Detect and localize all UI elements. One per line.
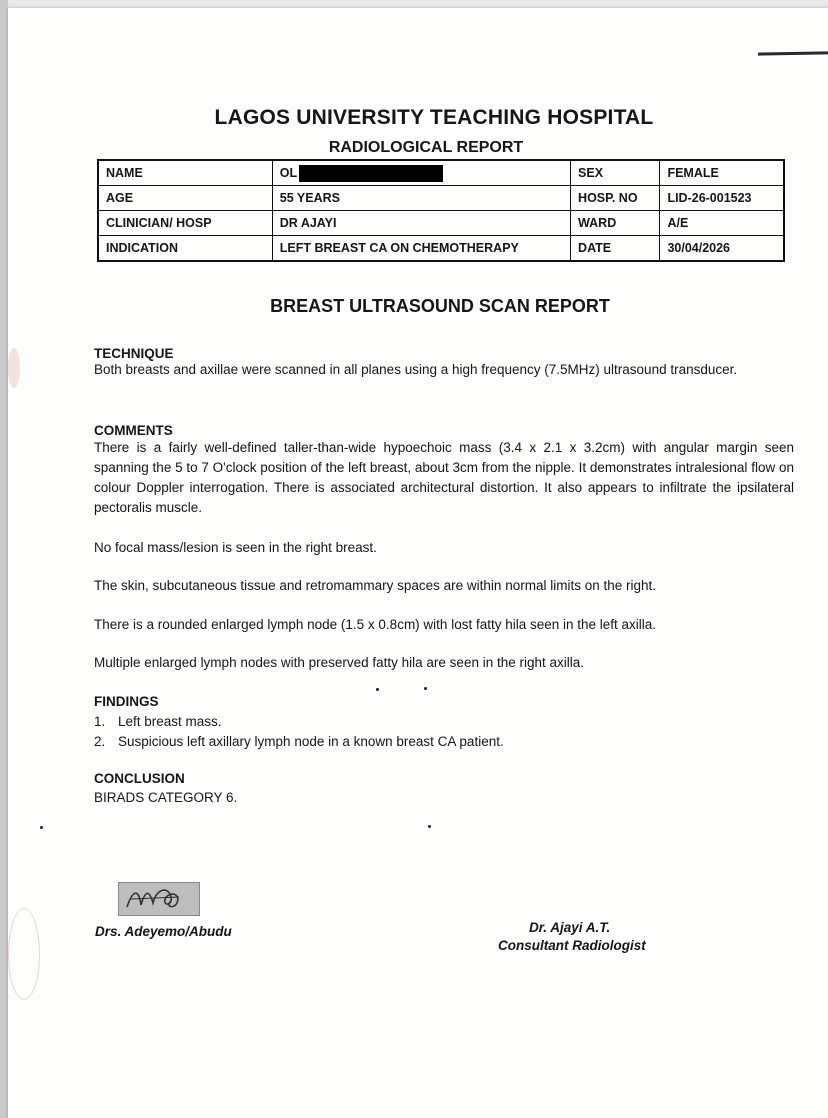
name-value-text: OL [279, 165, 298, 180]
clinician-label: CLINICIAN/ HOSP [98, 211, 272, 236]
comments-paragraph-4: There is a rounded enlarged lymph node (1.5 x 0.8cm) with lost fatty hila seen in the left axilla. [94, 617, 657, 632]
item-text: Suspicious left axillary lymph node in a known breast CA patient. [118, 734, 504, 749]
table-row [98, 160, 784, 186]
signature-scribble [119, 883, 199, 915]
ward-value: A/E [660, 211, 784, 236]
signatory-right-name: Dr. Ajayi A.T. [529, 920, 611, 935]
comments-paragraph-2: No focal mass/lesion is seen in the right breast. [94, 540, 377, 555]
indication-label: INDICATION [98, 236, 272, 262]
ward-label: WARD [571, 211, 660, 236]
dust-speck [376, 688, 379, 691]
comments-paragraph-3: The skin, subcutaneous tissue and retromammary spaces are within normal limits on the right. [94, 578, 656, 593]
age-value: 55 YEARS [272, 186, 570, 211]
age-label: AGE [98, 186, 272, 211]
stain-mark [8, 348, 20, 388]
dust-speck [428, 825, 431, 828]
hosp-no-value: LID-26-001523 [660, 186, 784, 211]
hospital-name: LAGOS UNIVERSITY TEACHING HOSPITAL [214, 106, 654, 129]
report-type-title: RADIOLOGICAL REPORT [328, 139, 524, 156]
name-label: NAME [98, 160, 272, 186]
signatory-right-title: Consultant Radiologist [498, 938, 646, 953]
stain-mark [8, 908, 40, 1000]
findings-list [94, 712, 504, 752]
technique-heading: TECHNIQUE [94, 346, 174, 361]
conclusion-text: BIRADS CATEGORY 6. [94, 790, 238, 805]
date-value: 30/04/2026 [660, 236, 784, 262]
conclusion-heading: CONCLUSION [94, 771, 185, 786]
comments-paragraph-5: Multiple enlarged lymph nodes with preserved fatty hila are seen in the right axilla. [94, 655, 585, 670]
table-row [98, 236, 784, 262]
date-label: DATE [571, 236, 660, 262]
signature-image [118, 882, 200, 916]
table-row [98, 211, 784, 236]
findings-heading: FINDINGS [94, 694, 159, 709]
sex-value: FEMALE [660, 160, 784, 186]
dust-speck [424, 687, 427, 690]
pen-scratch [758, 51, 828, 55]
patient-info-table [97, 159, 785, 262]
sex-label: SEX [571, 160, 660, 186]
item-text: Left breast mass. [118, 714, 222, 729]
hosp-no-label: HOSP. NO [571, 186, 660, 211]
scan-report-title: BREAST ULTRASOUND SCAN REPORT [270, 296, 610, 316]
comments-heading: COMMENTS [94, 423, 173, 438]
clinician-value: DR AJAYI [272, 211, 570, 236]
item-number: 1. [94, 714, 106, 729]
table-row [98, 186, 784, 211]
dust-speck [40, 826, 43, 829]
technique-text: Both breasts and axillae were scanned in all planes using a high frequency (7.5MHz) ultrasound transducer. [94, 362, 738, 377]
redaction-bar [299, 165, 443, 182]
list-item [94, 732, 504, 752]
signatory-left: Drs. Adeyemo/Abudu [95, 924, 232, 939]
scan-frame-edge [0, 0, 8, 1118]
name-value [272, 160, 570, 186]
indication-value: LEFT BREAST CA ON CHEMOTHERAPY [272, 236, 570, 262]
item-number: 2. [94, 734, 106, 749]
list-item [94, 712, 504, 732]
comments-paragraph-1: There is a fairly well-defined taller-than-wide hypoechoic mass (3.4 x 2.1 x 3.2cm) with angular margin seen spanning the 5 to 7 O'clock position of the left breast, about 3cm from the nipple. It demonstrates intralesional flow on colour Doppler interrogation. There is associated architectural distortion. It also appears to infiltrate the ipsilateral pectoralis muscle. [94, 440, 794, 515]
